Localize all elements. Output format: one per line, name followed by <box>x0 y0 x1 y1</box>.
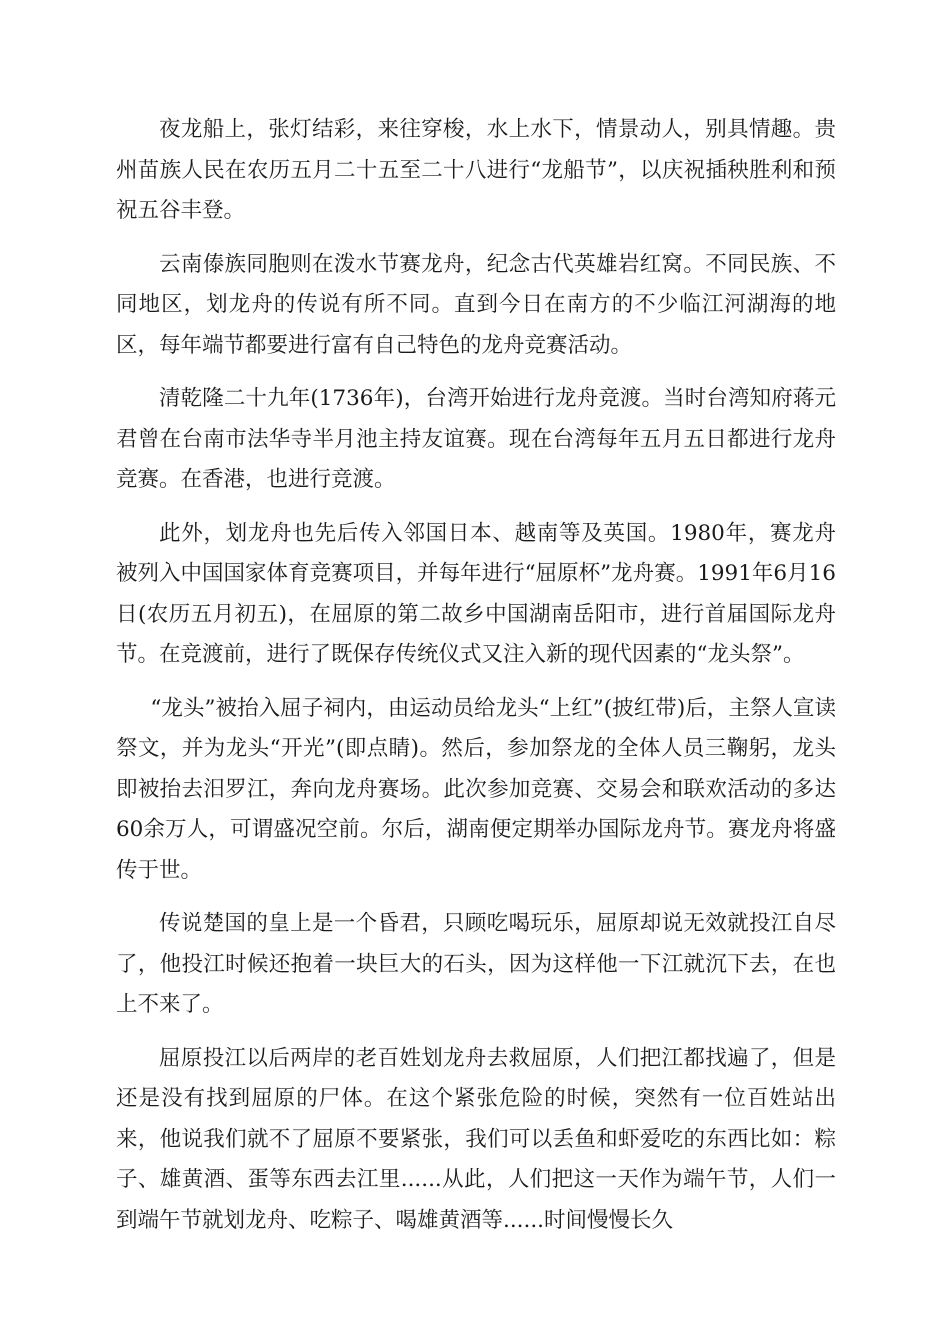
paragraph-1: 夜龙船上，张灯结彩，来往穿梭，水上水下，情景动人，别具情趣。贵州苗族人民在农历五月二十五至二十八进行“龙船节”，以庆祝插秧胜利和预祝五谷丰登。 <box>116 117 836 223</box>
paragraph-3: 清乾隆二十九年(1736年)，台湾开始进行龙舟竞渡。当时台湾知府蒋元君曾在台南市法华寺半月池主持友谊赛。现在台湾每年五月五日都进行龙舟竞赛。在香港，也进行竞渡。 <box>116 386 836 492</box>
paragraph-5: “龙头”被抬入屈子祠内，由运动员给龙头“上红”(披红带)后，主祭人宣读祭文，并为龙头“开光”(即点睛)。然后，参加祭龙的全体人员三鞠躬，龙头即被抬去汨罗江，奔向龙舟赛场。此次参加竞赛、交易会和联欢活动的多达60余万人，可谓盛况空前。尔后，湖南便定期举办国际龙舟节。赛龙舟将盛传于世。 <box>116 695 836 883</box>
paragraph-4: 此外，划龙舟也先后传入邻国日本、越南等及英国。1980年，赛龙舟被列入中国国家体育竞赛项目，并每年进行“屈原杯”龙舟赛。1991年6月16日(农历五月初五)，在屈原的第二故乡中国湖南岳阳市，进行首届国际龙舟节。在竞渡前，进行了既保存传统仪式又注入新的现代因素的“龙头祭”。 <box>116 520 836 667</box>
paragraph-2: 云南傣族同胞则在泼水节赛龙舟，纪念古代英雄岩红窝。不同民族、不同地区，划龙舟的传说有所不同。直到今日在南方的不少临江河湖海的地区，每年端节都要进行富有自己特色的龙舟竞赛活动。 <box>116 251 836 358</box>
document-page <box>116 110 836 1254</box>
paragraph-6: 传说楚国的皇上是一个昏君，只顾吃喝玩乐，屈原却说无效就投江自尽了，他投江时候还抱着一块巨大的石头，因为这样他一下江就沉下去，在也上不来了。 <box>116 911 836 1017</box>
paragraph-7: 屈原投江以后两岸的老百姓划龙舟去救屈原，人们把江都找遍了，但是还是没有找到屈原的尸体。在这个紧张危险的时候，突然有一位百姓站出来，他说我们就不了屈原不要紧张，我们可以丢鱼和虾爱吃的东西比如：粽子、雄黄酒、蛋等东西去江里......从此，人们把这一天作为端午节，人们一到端午节就划龙舟、吃粽子、喝雄黄酒等......时间慢慢长久 <box>116 1045 836 1233</box>
